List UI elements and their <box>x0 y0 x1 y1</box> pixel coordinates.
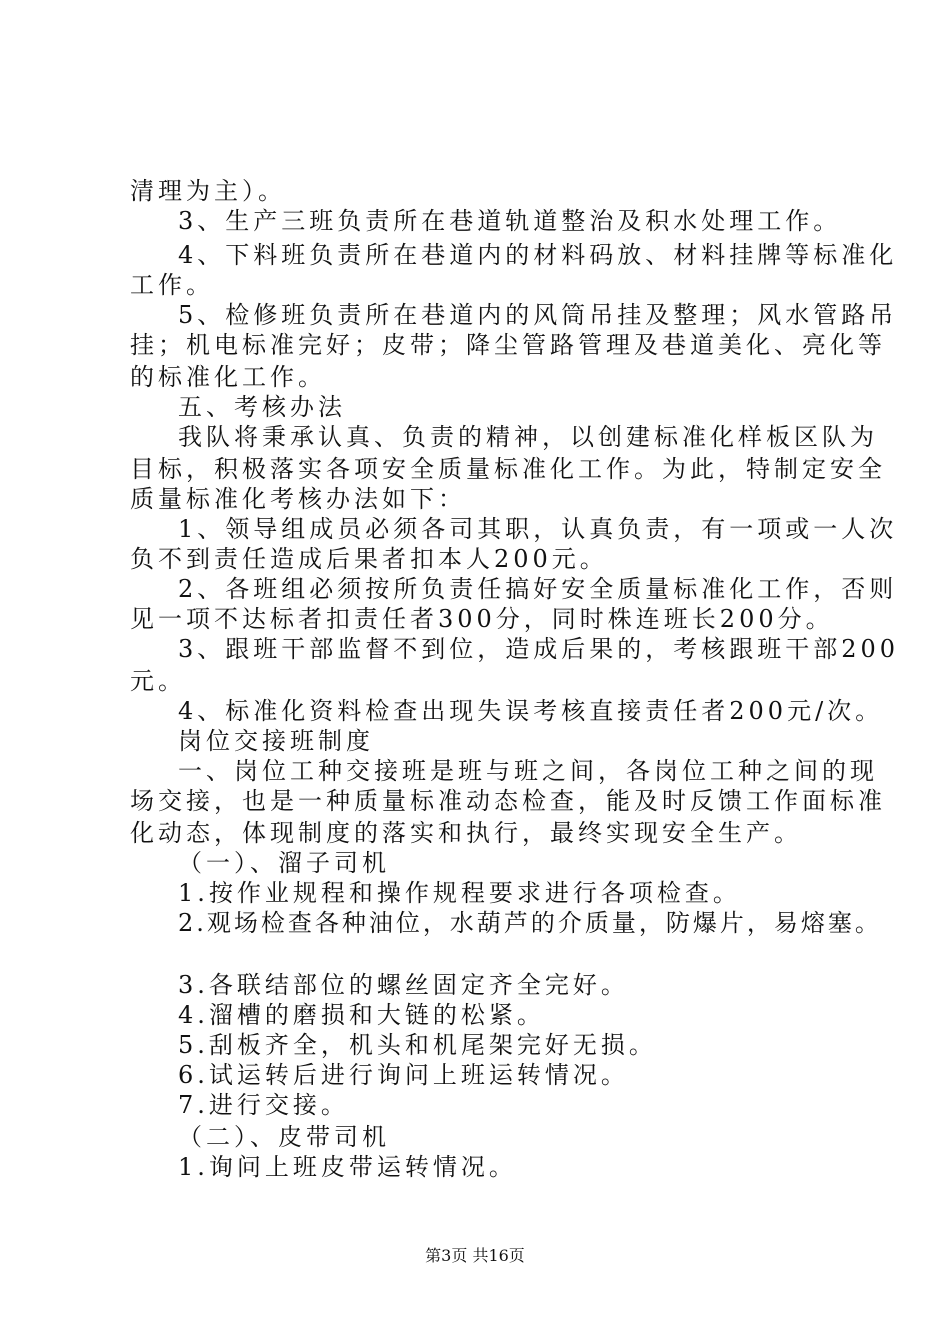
text-line: 4、下料班负责所在巷道内的材料码放、材料挂牌等标准化 <box>178 241 898 269</box>
list-item: 3.各联结部位的螺丝固定齐全完好。 <box>178 971 629 999</box>
text-line: 目标，积极落实各项安全质量标准化工作。为此，特制定安全 <box>130 455 886 483</box>
text-line: 负不到责任造成后果者扣本人200元。 <box>130 545 608 573</box>
text-line: 一、岗位工种交接班是班与班之间，各岗位工种之间的现 <box>178 757 878 785</box>
text-line: 清理为主）。 <box>130 177 286 205</box>
text-line: 我队将秉承认真、负责的精神，以创建标准化样板区队为 <box>178 423 878 451</box>
text-line: 挂；机电标准完好；皮带；降尘管路管理及巷道美化、亮化等 <box>130 331 886 359</box>
subsection-heading: （一）、溜子司机 <box>178 849 390 877</box>
list-item: 7.进行交接。 <box>178 1091 349 1119</box>
list-item: 2.观场检查各种油位，水葫芦的介质量，防爆片，易熔塞。 <box>178 909 882 937</box>
section-heading: 岗位交接班制度 <box>178 727 374 755</box>
text-line: 的标准化工作。 <box>130 363 326 391</box>
text-line: 元。 <box>130 667 186 695</box>
subsection-heading: （二）、皮带司机 <box>178 1123 390 1151</box>
text-line: 1、领导组成员必须各司其职，认真负责，有一项或一人次 <box>178 515 898 543</box>
list-item: 1.询问上班皮带运转情况。 <box>178 1153 517 1181</box>
section-heading: 五、考核办法 <box>178 393 346 421</box>
list-item: 1.按作业规程和操作规程要求进行各项检查。 <box>178 879 741 907</box>
text-line: 质量标准化考核办法如下： <box>130 485 466 513</box>
list-item: 5.刮板齐全，机头和机尾架完好无损。 <box>178 1031 657 1059</box>
text-line: 场交接，也是一种质量标准动态检查，能及时反馈工作面标准 <box>130 787 886 815</box>
text-line: 2、各班组必须按所负责任搞好安全质量标准化工作，否则 <box>178 575 898 603</box>
text-line: 4、标准化资料检查出现失误考核直接责任者200元/次。 <box>178 697 884 725</box>
text-line: 3、生产三班负责所在巷道轨道整治及积水处理工作。 <box>178 207 842 235</box>
page-number: 第3页 共16页 <box>425 1246 525 1265</box>
text-line: 见一项不达标者扣责任者300分，同时株连班长200分。 <box>130 605 834 633</box>
text-line: 5、检修班负责所在巷道内的风筒吊挂及整理；风水管路吊 <box>178 301 898 329</box>
list-item: 4.溜槽的磨损和大链的松紧。 <box>178 1001 545 1029</box>
text-line: 工作。 <box>130 271 214 299</box>
text-line: 化动态，体现制度的落实和执行，最终实现安全生产。 <box>130 819 802 847</box>
list-item: 6.试运转后进行询问上班运转情况。 <box>178 1061 629 1089</box>
text-line: 3、跟班干部监督不到位，造成后果的，考核跟班干部200 <box>178 635 900 663</box>
